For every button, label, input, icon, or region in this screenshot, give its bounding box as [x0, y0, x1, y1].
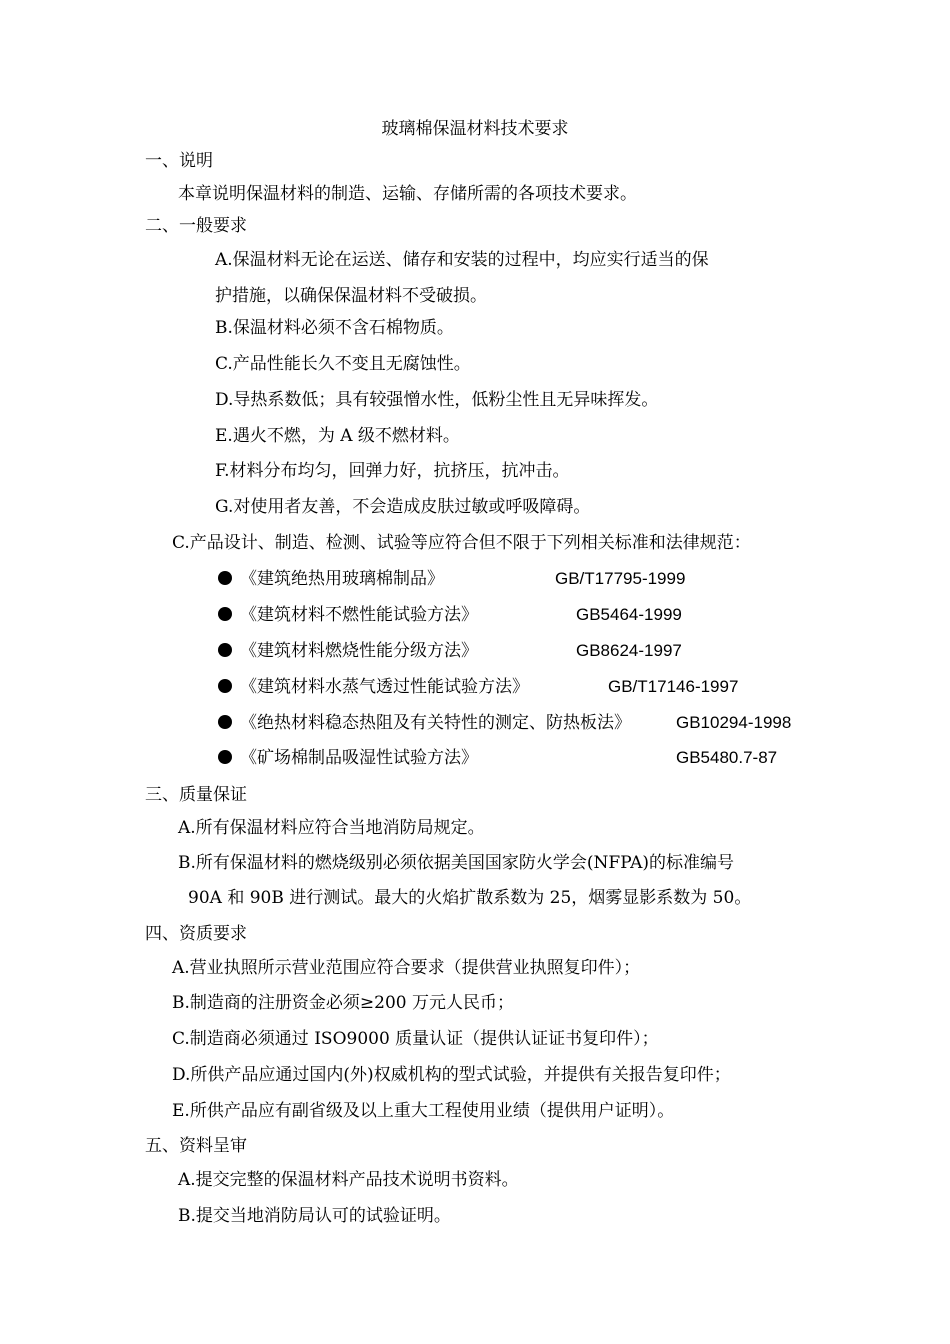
bullet-icon: [218, 607, 232, 621]
section-1-heading: 一、说明: [145, 151, 213, 171]
qualification-item: B.制造商的注册资金必须≥200 万元人民币；: [172, 993, 514, 1013]
standard-item: [218, 677, 529, 697]
standard-code: GB5464-1999: [576, 605, 682, 624]
requirement-item: E.遇火不燃，为 A 级不燃材料。: [215, 426, 460, 446]
section-1-text: 本章说明保温材料的制造、运输、存储所需的各项技术要求。: [178, 184, 637, 204]
bullet-icon: [218, 571, 232, 585]
standards-intro: C.产品设计、制造、检测、试验等应符合但不限于下列相关标准和法律规范：: [172, 533, 751, 553]
standard-code: GB/T17146-1997: [608, 677, 739, 696]
bullet-icon: [218, 679, 232, 693]
standard-item: [218, 641, 478, 661]
standard-item: [218, 748, 478, 768]
standard-item: [218, 605, 478, 625]
requirement-item: B.保温材料必须不含石棉物质。: [215, 318, 454, 338]
standard-name: 《建筑绝热用玻璃棉制品》: [240, 569, 444, 589]
bullet-icon: [218, 643, 232, 657]
submission-item: A.提交完整的保温材料产品技术说明书资料。: [178, 1170, 519, 1190]
qualification-item: A.营业执照所示营业范围应符合要求（提供营业执照复印件）；: [172, 958, 641, 978]
standard-name: 《建筑材料不燃性能试验方法》: [240, 605, 478, 625]
bullet-icon: [218, 715, 232, 729]
section-5-heading: 五、资料呈审: [145, 1136, 247, 1156]
standard-code: GB8624-1997: [576, 641, 682, 660]
standard-name: 《绝热材料稳态热阻及有关特性的测定、防热板法》: [240, 713, 631, 733]
quality-item: B.所有保温材料的燃烧级别必须依据美国国家防火学会(NFPA)的标准编号: [178, 853, 734, 873]
submission-item: B.提交当地消防局认可的试验证明。: [178, 1206, 451, 1226]
standard-code: GB/T17795-1999: [555, 569, 686, 588]
requirement-item: A.保温材料无论在运送、储存和安装的过程中，均应实行适当的保: [215, 250, 709, 270]
qualification-item: D.所供产品应通过国内(外)权威机构的型式试验，并提供有关报告复印件；: [172, 1065, 731, 1085]
requirement-item: 护措施，以确保保温材料不受破损。: [215, 286, 487, 306]
section-4-heading: 四、资质要求: [145, 924, 247, 944]
standard-code: GB5480.7-87: [676, 748, 778, 767]
quality-item: 90A 和 90B 进行测试。最大的火焰扩散系数为 25，烟雾显影系数为 50。: [188, 888, 752, 908]
requirement-item: D.导热系数低；具有较强憎水性，低粉尘性且无异味挥发。: [215, 390, 659, 410]
page-title: 玻璃棉保温材料技术要求: [381, 119, 569, 139]
requirement-item: C.产品性能长久不变且无腐蚀性。: [215, 354, 471, 374]
section-2-heading: 二、一般要求: [145, 216, 247, 236]
quality-item: A.所有保温材料应符合当地消防局规定。: [178, 818, 485, 838]
bullet-icon: [218, 750, 232, 764]
qualification-item: C.制造商必须通过 ISO9000 质量认证（提供认证证书复印件）；: [172, 1029, 659, 1049]
requirement-item: F.材料分布均匀，回弹力好，抗挤压，抗冲击。: [215, 461, 570, 481]
standard-item: [218, 569, 444, 589]
qualification-item: E.所供产品应有副省级及以上重大工程使用业绩（提供用户证明）。: [172, 1101, 675, 1121]
standard-name: 《建筑材料燃烧性能分级方法》: [240, 641, 478, 661]
section-3-heading: 三、质量保证: [145, 785, 247, 805]
standard-name: 《矿场棉制品吸湿性试验方法》: [240, 748, 478, 768]
requirement-item: G.对使用者友善，不会造成皮肤过敏或呼吸障碍。: [215, 497, 591, 517]
standard-item: [218, 713, 631, 733]
standard-name: 《建筑材料水蒸气透过性能试验方法》: [240, 677, 529, 697]
standard-code: GB10294-1998: [676, 713, 792, 732]
